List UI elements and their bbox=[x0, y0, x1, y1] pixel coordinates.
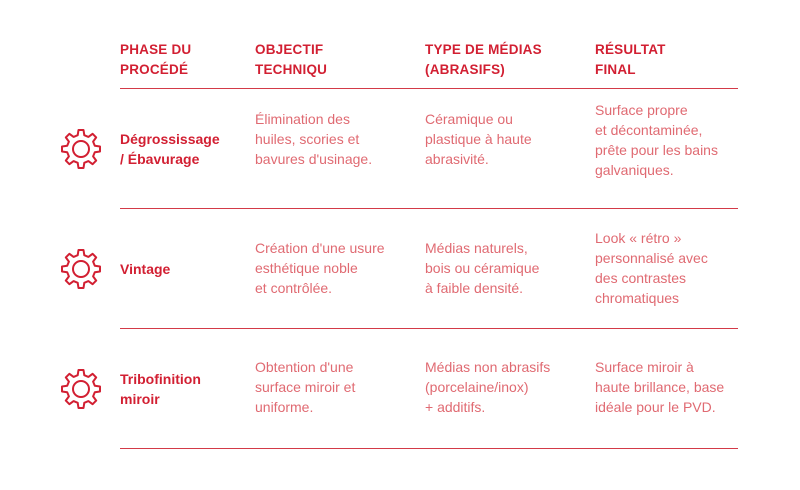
cell-line: Obtention d'une bbox=[255, 359, 354, 375]
cell-line: Look « rétro » bbox=[595, 230, 682, 246]
gear-icon bbox=[59, 367, 103, 411]
objectif-cell bbox=[255, 89, 425, 208]
header-phase-line1: PHASE DU bbox=[120, 42, 192, 57]
cell-line: abrasivité. bbox=[425, 151, 489, 167]
cell-line: Surface propre bbox=[595, 102, 688, 118]
header-objectif-line1: OBJECTIF bbox=[255, 42, 324, 57]
phase-cell bbox=[120, 89, 255, 208]
objectif-cell bbox=[255, 209, 425, 328]
phase-cell bbox=[120, 329, 255, 448]
medias-cell bbox=[425, 209, 595, 328]
process-table bbox=[120, 40, 738, 449]
cell-line: plastique à haute bbox=[425, 131, 532, 147]
cell-line: idéale pour le PVD. bbox=[595, 399, 716, 415]
phase-line: / Ébavurage bbox=[120, 150, 200, 167]
cell-line: chromatiques bbox=[595, 290, 680, 306]
cell-line: à faible densité. bbox=[425, 280, 524, 296]
resultat-cell bbox=[595, 329, 738, 448]
table-row bbox=[120, 209, 738, 329]
cell-line: Élimination des bbox=[255, 111, 350, 127]
cell-line: Médias naturels, bbox=[425, 240, 528, 256]
gear-icon bbox=[59, 127, 103, 171]
table-row bbox=[120, 329, 738, 449]
table-header bbox=[120, 40, 738, 89]
cell-line: esthétique noble bbox=[255, 260, 358, 276]
phase-line: Dégrossissage bbox=[120, 130, 220, 147]
cell-line: et contrôlée. bbox=[255, 280, 333, 296]
cell-line: Surface miroir à bbox=[595, 359, 694, 375]
phase-cell bbox=[120, 209, 255, 328]
objectif-cell bbox=[255, 329, 425, 448]
phase-line: miroir bbox=[120, 390, 160, 407]
medias-cell bbox=[425, 89, 595, 208]
cell-line: personnalisé avec bbox=[595, 250, 708, 266]
cell-line: Céramique ou bbox=[425, 111, 513, 127]
header-medias-line2: (ABRASIFS) bbox=[425, 62, 505, 77]
phase-line: Tribofinition bbox=[120, 370, 201, 387]
header-medias-line1: TYPE DE MÉDIAS bbox=[425, 42, 542, 57]
table-row bbox=[120, 89, 738, 209]
cell-line: haute brillance, base bbox=[595, 379, 725, 395]
cell-line: + additifs. bbox=[425, 399, 486, 415]
cell-line: uniforme. bbox=[255, 399, 314, 415]
header-phase bbox=[120, 40, 255, 88]
cell-line: galvaniques. bbox=[595, 162, 674, 178]
gear-icon bbox=[59, 247, 103, 291]
cell-line: prête pour les bains bbox=[595, 142, 718, 158]
header-objectif-line2: TECHNIQU bbox=[255, 62, 328, 77]
header-phase-line2: PROCÉDÉ bbox=[120, 62, 189, 77]
cell-line: bois ou céramique bbox=[425, 260, 540, 276]
resultat-cell bbox=[595, 209, 738, 328]
cell-line: et décontaminée, bbox=[595, 122, 703, 138]
phase-line: Vintage bbox=[120, 260, 171, 277]
cell-line: (porcelaine/inox) bbox=[425, 379, 529, 395]
cell-line: Médias non abrasifs bbox=[425, 359, 551, 375]
header-medias bbox=[425, 40, 595, 88]
header-resultat bbox=[595, 40, 738, 88]
cell-line: des contrastes bbox=[595, 270, 687, 286]
header-resultat-line2: FINAL bbox=[595, 62, 636, 77]
header-objectif bbox=[255, 40, 425, 88]
header-resultat-line1: RÉSULTAT bbox=[595, 42, 666, 57]
medias-cell bbox=[425, 329, 595, 448]
cell-line: surface miroir et bbox=[255, 379, 356, 395]
cell-line: Création d'une usure bbox=[255, 240, 385, 256]
resultat-cell bbox=[595, 89, 738, 208]
cell-line: huiles, scories et bbox=[255, 131, 360, 147]
cell-line: bavures d'usinage. bbox=[255, 151, 373, 167]
